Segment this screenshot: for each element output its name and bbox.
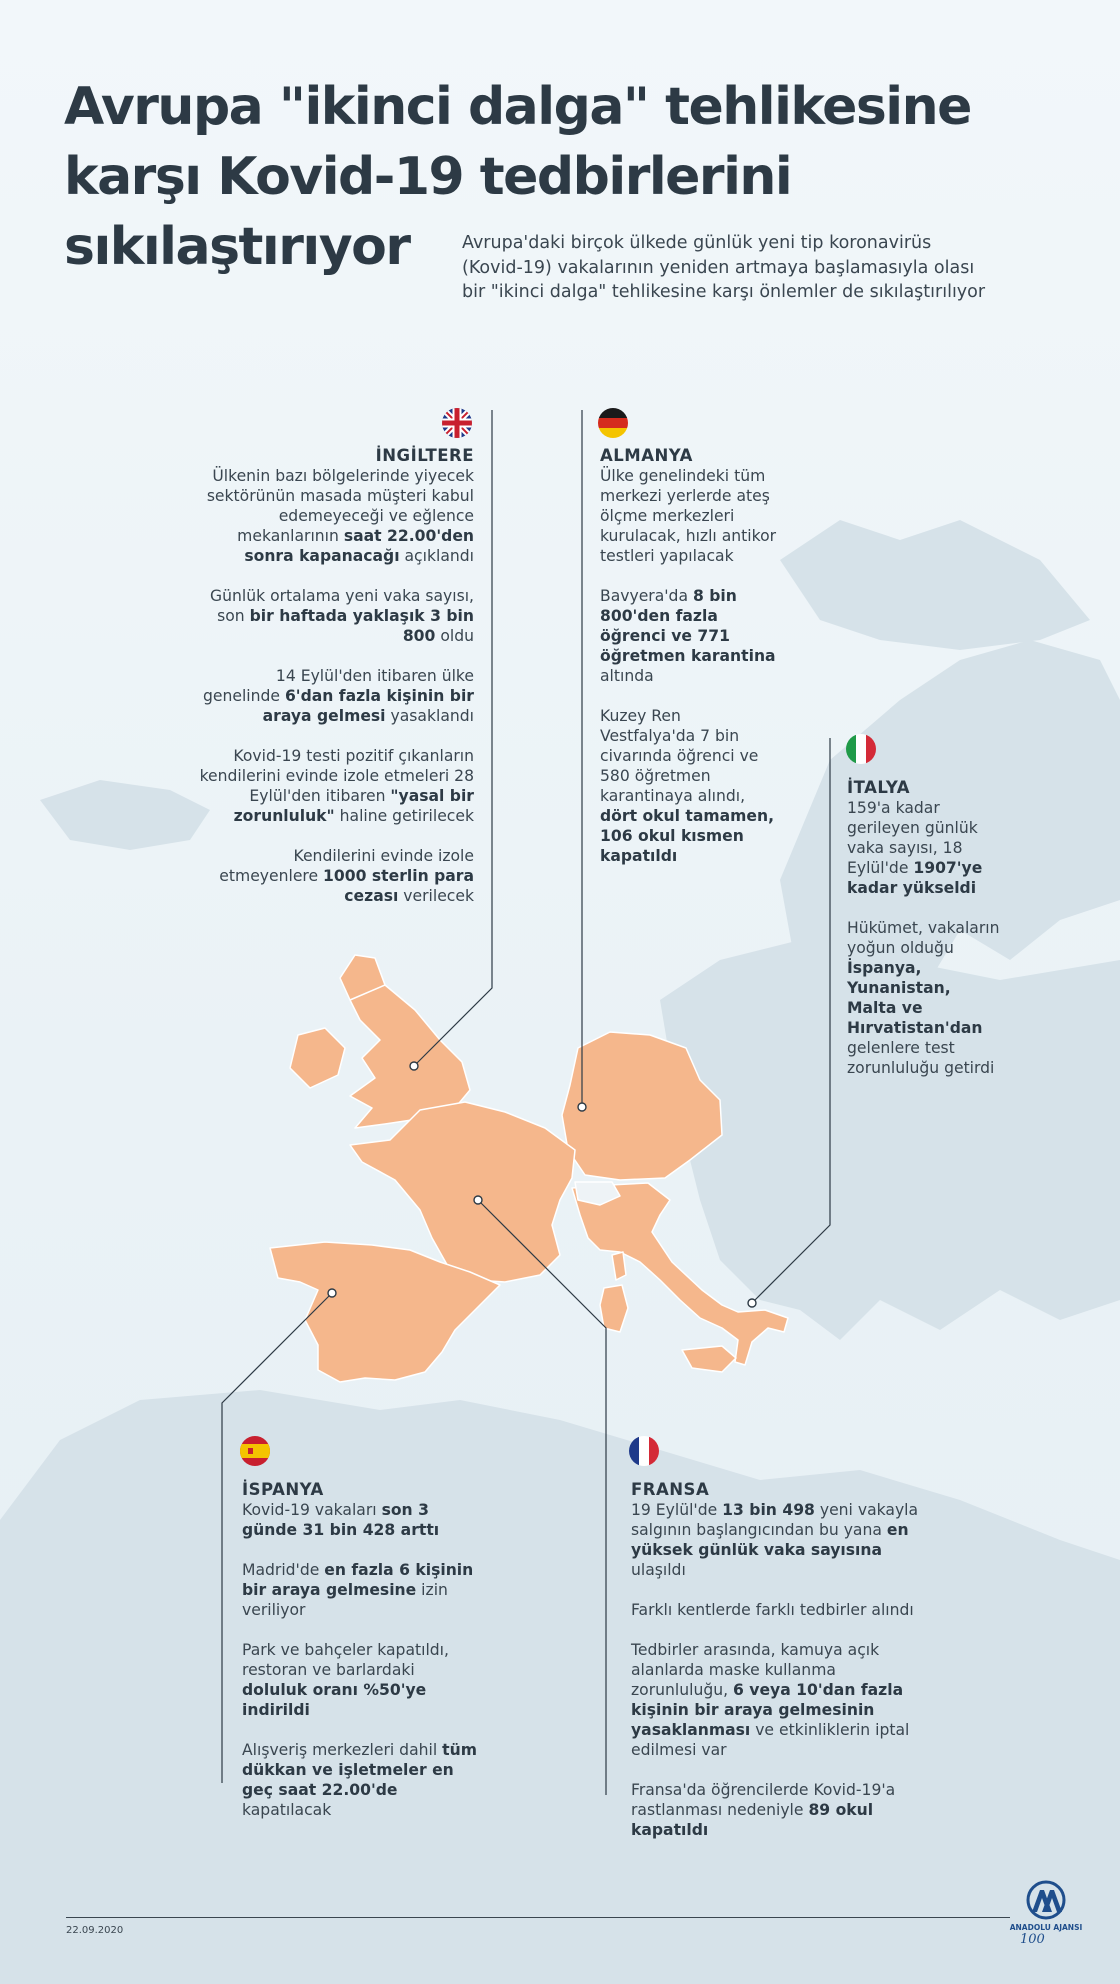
spain-item-4-post: kapatılacak bbox=[242, 1801, 332, 1819]
germany-item-3-pre: Kuzey Ren Vestfalya'da 7 bin civarında öğrenci ve 580 öğretmen karantinaya alındı, bbox=[600, 707, 759, 805]
france-item-2 bbox=[631, 1600, 927, 1620]
france-info-block bbox=[631, 1480, 927, 1860]
spain-dot bbox=[328, 1289, 336, 1297]
italy-flag-icon bbox=[846, 734, 876, 764]
germany-item-1-pre: Ülke genelindeki tüm merkezi yerlerde ateş ölçme merkezleri kurulacak, hızlı antikor testleri yapılacak bbox=[600, 467, 777, 565]
france-item-4 bbox=[631, 1780, 927, 1840]
uk-item-2-post: oldu bbox=[435, 627, 474, 645]
corsica-shape bbox=[612, 1252, 626, 1280]
title-line-2: karşı Kovid-19 tedbirlerini bbox=[64, 147, 792, 207]
background-land bbox=[0, 520, 1120, 1984]
spain-item-2 bbox=[242, 1560, 482, 1620]
footer-date: 22.09.2020 bbox=[66, 1925, 124, 1936]
france-item-1-bold: 13 bin 498 bbox=[722, 1501, 815, 1519]
germany-item-3 bbox=[600, 706, 778, 866]
france-item-1-post: yeni vakayla salgının başlangıcından bu yana bbox=[631, 1501, 919, 1539]
uk-dot bbox=[410, 1062, 418, 1070]
uk-item-1-pre: Ülkenin bazı bölgelerinde yiyecek sektörünün masada müşteri kabul edemeyeceği ve eğlence mekanlarının bbox=[206, 467, 474, 545]
spain-item-4 bbox=[242, 1740, 482, 1820]
spain-item-3 bbox=[242, 1640, 482, 1720]
germany-flag-icon bbox=[598, 408, 628, 438]
germany-item-2 bbox=[600, 586, 778, 686]
uk-item-3 bbox=[196, 666, 474, 726]
logo-text: ANADOLU AJANSI bbox=[1009, 1923, 1083, 1932]
uk-item-2-bold: bir haftada yaklaşık 3 bin 800 bbox=[249, 607, 474, 645]
uk-item-5-bold: 1000 sterlin para cezası bbox=[323, 867, 474, 905]
footer-divider bbox=[66, 1917, 1010, 1918]
france-item-3-bold: 6 veya 10'dan fazla kişinin bir araya gelmesinin yasaklanması bbox=[631, 1681, 904, 1739]
italy-item-2 bbox=[847, 918, 1005, 1078]
france-name: FRANSA bbox=[631, 1480, 710, 1499]
uk-item-3-post: yasaklandı bbox=[385, 707, 474, 725]
germany-item-1 bbox=[600, 466, 778, 566]
spain-item-1-bold: son 3 günde 31 bin 428 arttı bbox=[242, 1501, 440, 1539]
france-item-3 bbox=[631, 1640, 927, 1760]
uk-item-2 bbox=[196, 586, 474, 646]
france-item-3-pre: Tedbirler arasında, kamuya açık alanlarda maske kullanma zorunluluğu, bbox=[631, 1641, 880, 1699]
uk-item-3-bold: 6'dan fazla kişinin bir araya gelmesi bbox=[262, 687, 474, 725]
uk-item-4-bold: "yasal bir zorunluluk" bbox=[233, 787, 474, 825]
spain-item-2-post: izin veriliyor bbox=[242, 1581, 448, 1619]
uk-item-1-bold: saat 22.00'den sonra kapanacağı bbox=[244, 527, 474, 565]
spain-flag-icon bbox=[240, 1436, 270, 1466]
spain-info-block bbox=[242, 1480, 482, 1840]
land-africa bbox=[0, 1390, 1120, 1984]
title-line-1: Avrupa "ikinci dalga" tehlikesine bbox=[64, 77, 971, 137]
uk-item-3-pre: 14 Eylül'den itibaren ülke genelinde bbox=[202, 667, 474, 705]
germany-dot bbox=[578, 1103, 586, 1111]
spain-item-3-bold: doluluk oranı %50'ye indirildi bbox=[242, 1681, 427, 1719]
france-item-3-post: ve etkinliklerin iptal edilmesi var bbox=[631, 1721, 910, 1759]
sicily-shape bbox=[682, 1346, 736, 1372]
title-line-3: sıkılaştırıyor bbox=[64, 217, 410, 277]
france-item-2-pre: Farklı kentlerde farklı tedbirler alındı bbox=[631, 1601, 914, 1619]
france-flag-icon bbox=[629, 1436, 659, 1466]
spain-item-3-pre: Park ve bahçeler kapatıldı, restoran ve barlardaki bbox=[242, 1641, 449, 1679]
italy-name: İTALYA bbox=[847, 778, 910, 797]
logo-100-years: 100 bbox=[1020, 1932, 1045, 1947]
germany-name: ALMANYA bbox=[600, 446, 693, 465]
land-iceland bbox=[40, 780, 210, 850]
italy-info-block bbox=[847, 778, 1005, 1098]
uk-name: İNGİLTERE bbox=[375, 446, 474, 465]
land-greenland-edge bbox=[780, 520, 1090, 650]
france-item-1-pre: 19 Eylül'de bbox=[631, 1501, 723, 1519]
ireland-shape bbox=[290, 1028, 345, 1088]
france-item-4-bold: 89 okul kapatıldı bbox=[631, 1801, 874, 1839]
germany-item-3-bold: dört okul tamamen, 106 okul kısmen kapatıldı bbox=[600, 807, 775, 865]
italy-item-1-pre: 159'a kadar gerileyen günlük vaka sayısı, 18 Eylül'de bbox=[847, 799, 978, 877]
france-dot bbox=[474, 1196, 482, 1204]
uk-item-5-post: verilecek bbox=[398, 887, 474, 905]
subtitle: Avrupa'daki birçok ülkede günlük yeni tip koronavirüs (Kovid-19) vakalarının yeniden artmaya başlamasıyla olası bir "ikinci dalga" tehlikesine karşı önlemler de sıkılaştırılıyor bbox=[462, 233, 986, 302]
france-item-1 bbox=[631, 1500, 927, 1580]
germany-item-2-bold: 8 bin 800'den fazla öğrenci ve 771 öğretmen karantina bbox=[600, 587, 776, 665]
italy-item-2-bold: İspanya, Yunanistan, Malta ve Hırvatistan'dan bbox=[847, 959, 983, 1037]
france-item-4-pre: Fransa'da öğrencilerde Kovid-19'a rastlanması nedeniyle bbox=[631, 1781, 896, 1819]
spain-item-4-pre: Alışveriş merkezleri dahil bbox=[242, 1741, 443, 1759]
italy-item-2-pre: Hükümet, vakaların yoğun olduğu bbox=[847, 919, 1000, 957]
uk-item-5-pre: Kendilerini evinde izole etmeyenlere bbox=[219, 847, 474, 885]
germany-item-2-post: altında bbox=[600, 667, 654, 685]
france-item-1-post2: ulaşıldı bbox=[631, 1561, 686, 1579]
germany-info-block bbox=[600, 446, 778, 886]
uk-info-block bbox=[196, 446, 474, 926]
italy-dot bbox=[748, 1299, 756, 1307]
uk-item-1 bbox=[196, 466, 474, 566]
spain-item-1-pre: Kovid-19 vakaları bbox=[242, 1501, 382, 1519]
italy-item-1-bold: 1907'ye kadar yükseldi bbox=[847, 859, 983, 897]
spain-name: İSPANYA bbox=[242, 1480, 324, 1499]
spain-item-2-bold: en fazla 6 kişinin bir araya gelmesine bbox=[242, 1561, 474, 1599]
uk-item-5 bbox=[196, 846, 474, 906]
uk-item-4 bbox=[196, 746, 474, 826]
uk-flag-icon bbox=[442, 408, 472, 438]
spain-item-1 bbox=[242, 1500, 482, 1540]
uk-item-2-pre: Günlük ortalama yeni vaka sayısı, son bbox=[210, 587, 474, 625]
italy-item-2-post: gelenlere test zorunluluğu getirdi bbox=[847, 1039, 995, 1077]
germany-item-2-pre: Bavyera'da bbox=[600, 587, 693, 605]
italy-item-1 bbox=[847, 798, 1005, 898]
uk-shape bbox=[340, 955, 470, 1128]
uk-item-1-post: açıklandı bbox=[399, 547, 474, 565]
uk-item-4-post: haline getirilecek bbox=[334, 807, 474, 825]
spain-item-4-bold: tüm dükkan ve işletmeler en geç saat 22.00'de bbox=[242, 1741, 477, 1799]
uk-item-4-pre: Kovid-19 testi pozitif çıkanların kendilerini evinde izole etmeleri 28 Eylül'den itibaren bbox=[199, 747, 474, 805]
france-item-1-bold2: en yüksek günlük vaka sayısına bbox=[631, 1521, 909, 1559]
spain-item-2-pre: Madrid'de bbox=[242, 1561, 325, 1579]
sardinia-shape bbox=[600, 1285, 628, 1332]
